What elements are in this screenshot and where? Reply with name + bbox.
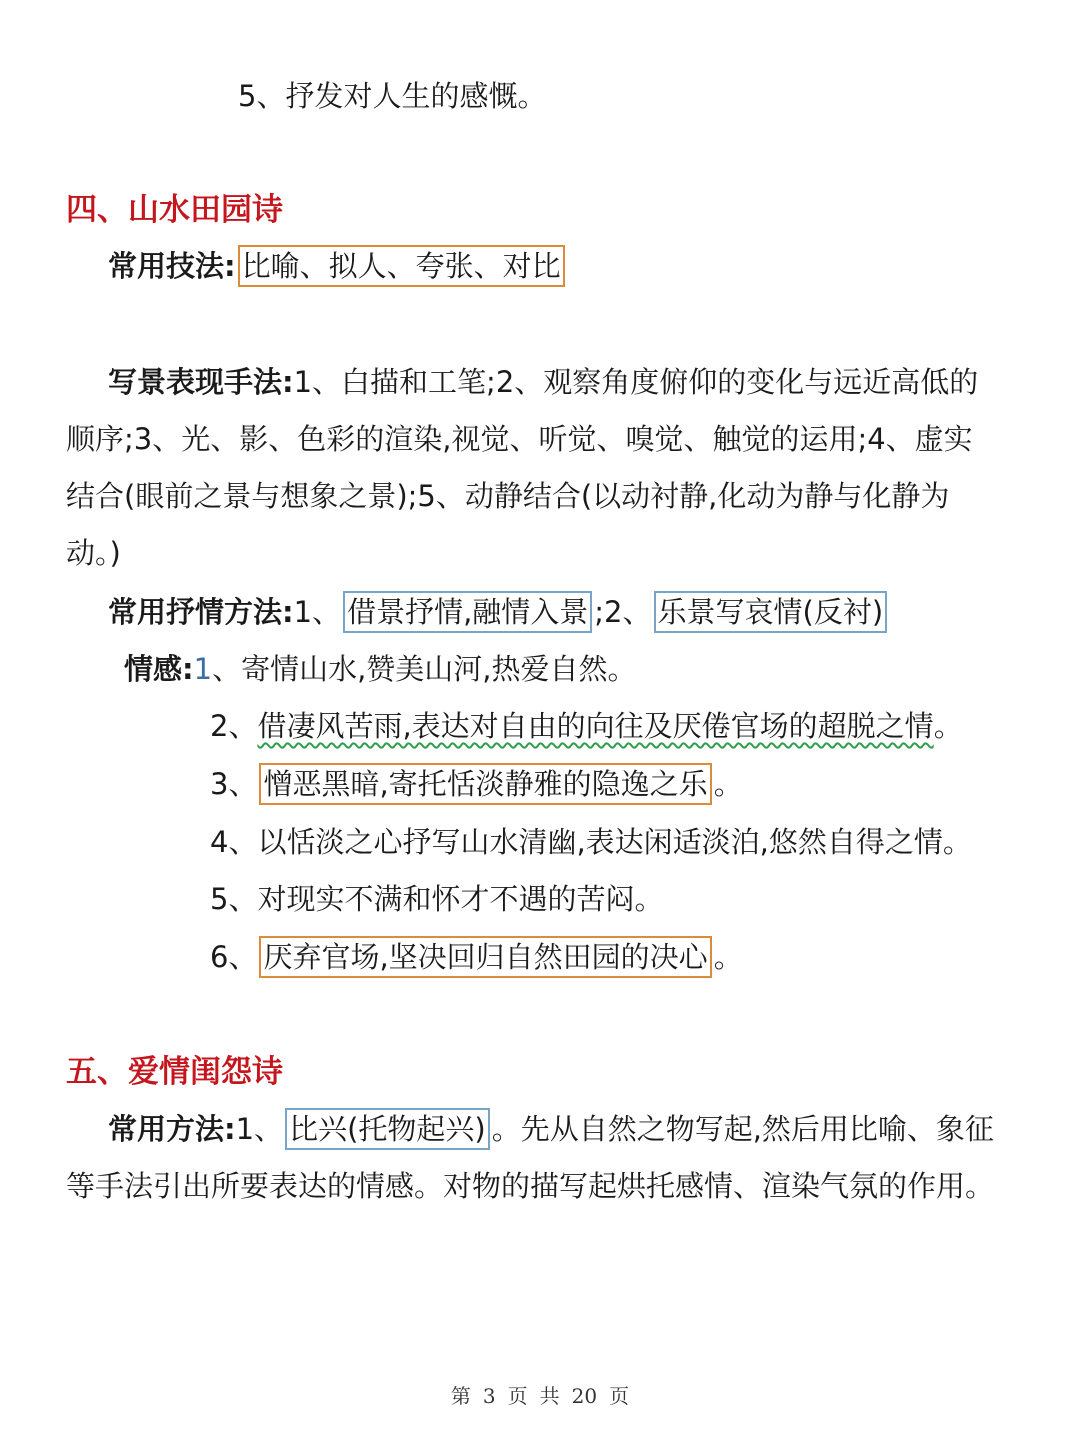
emotion-line-2 <box>210 706 963 746</box>
emotion-end-3: 。 <box>713 767 743 801</box>
scene-line-3: 结合(眼前之景与想象之景);5、动静结合(以动衬静,化动为静与化静为 <box>66 479 950 513</box>
scene-line-1 <box>108 362 978 402</box>
scene-line-2: 顺序;3、光、影、色彩的渲染,视觉、听觉、嗅觉、触觉的运用;4、虚实 <box>66 422 973 456</box>
footer-page-number: 3 <box>482 1384 496 1408</box>
lyric-label: 常用抒情方法: <box>108 595 294 629</box>
emotion-num-2: 2、 <box>210 709 258 743</box>
item-5-previous: 5、抒发对人生的感慨。 <box>238 79 547 113</box>
lyric-method-1-box: 借景抒情,融情入景 <box>343 591 592 633</box>
emotion-text-3-box: 憎恶黑暗,寄托恬淡静雅的隐逸之乐 <box>259 763 711 805</box>
section-5-method-line <box>108 1109 994 1149</box>
emotion-num-1: 1 <box>193 652 213 686</box>
footer-di: 第 <box>450 1384 471 1408</box>
emotion-text-1: 、寄情山水,赞美山河,热爱自然。 <box>212 652 637 686</box>
lyric-num-1: 1、 <box>293 595 342 629</box>
scene-label: 写景表现手法: <box>108 365 294 399</box>
emotion-num-6: 6、 <box>210 940 258 974</box>
method-label: 常用方法: <box>108 1112 236 1146</box>
section-4-heading: 四、山水田园诗 <box>66 192 283 228</box>
section-5-heading: 五、爱情闺怨诗 <box>66 1054 283 1090</box>
method-rest-1: 。先从自然之物写起,然后用比喻、象征 <box>491 1112 994 1146</box>
footer-ye: 页 <box>507 1384 528 1408</box>
emotion-line-5: 5、对现实不满和怀才不遇的苦闷。 <box>210 882 664 916</box>
emotion-line-4: 4、以恬淡之心抒写山水清幽,表达闲适淡泊,悠然自得之情。 <box>210 825 972 859</box>
page-footer <box>0 1380 1080 1409</box>
lyric-num-2: ;2、 <box>594 595 652 629</box>
method-num: 1、 <box>235 1112 284 1146</box>
scene-line-4: 动。) <box>66 536 121 570</box>
emotion-num-3: 3、 <box>210 767 258 801</box>
emotion-text-2-underlined: 借凄风苦雨,表达对自由的向往及厌倦官场的超脱之情 <box>257 709 934 743</box>
footer-gong: 共 <box>539 1384 560 1408</box>
emotion-line-1 <box>124 649 637 689</box>
emotion-label: 情感: <box>124 652 194 686</box>
emotion-end-2: 。 <box>933 709 963 743</box>
techniques-label: 常用技法: <box>108 249 236 283</box>
lyric-methods-line <box>108 592 889 632</box>
techniques-value-box: 比喻、拟人、夸张、对比 <box>238 245 565 287</box>
lyric-method-2-box: 乐景写哀情(反衬) <box>654 591 888 633</box>
emotion-line-3 <box>210 764 743 804</box>
techniques-line <box>108 246 567 286</box>
section-5-method-line-2: 等手法引出所要表达的情感。对物的描写起烘托感情、渲染气氛的作用。 <box>66 1169 995 1203</box>
emotion-end-6: 。 <box>713 940 743 974</box>
method-box: 比兴(托物起兴) <box>285 1108 490 1150</box>
footer-total-pages: 20 <box>571 1384 598 1408</box>
emotion-line-6 <box>210 937 743 977</box>
emotion-text-6-box: 厌弃官场,坚决回归自然田园的决心 <box>259 936 711 978</box>
scene-text-1: 1、白描和工笔;2、观察角度俯仰的变化与远近高低的 <box>293 365 979 399</box>
footer-ye-2: 页 <box>609 1384 630 1408</box>
